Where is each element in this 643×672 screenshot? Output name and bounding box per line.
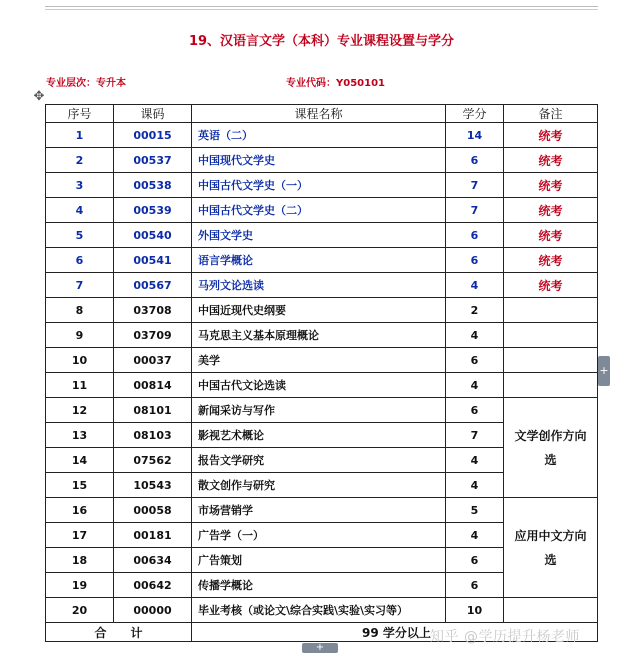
row-note xyxy=(504,373,598,398)
row-credit: 4 xyxy=(446,373,504,398)
table-row xyxy=(46,273,598,298)
table-row xyxy=(46,198,598,223)
row-no: 17 xyxy=(46,523,114,548)
row-code: 10543 xyxy=(114,473,192,498)
row-name: 语言学概论 xyxy=(192,248,446,273)
row-name: 美学 xyxy=(192,348,446,373)
row-code: 00541 xyxy=(114,248,192,273)
row-no: 20 xyxy=(46,598,114,623)
row-code: 00814 xyxy=(114,373,192,398)
row-note: 统考 xyxy=(504,248,598,273)
row-no: 15 xyxy=(46,473,114,498)
table-row xyxy=(46,223,598,248)
row-name: 中国近现代史纲要 xyxy=(192,298,446,323)
row-code: 00567 xyxy=(114,273,192,298)
row-credit: 10 xyxy=(446,598,504,623)
table-header-row xyxy=(46,105,598,123)
plus-icon[interactable]: + xyxy=(302,643,338,653)
row-no: 18 xyxy=(46,548,114,573)
top-rule xyxy=(45,6,598,7)
row-no: 1 xyxy=(46,123,114,148)
row-credit: 4 xyxy=(446,448,504,473)
row-credit: 4 xyxy=(446,473,504,498)
row-credit: 7 xyxy=(446,198,504,223)
row-code: 00000 xyxy=(114,598,192,623)
row-code: 00015 xyxy=(114,123,192,148)
table-row xyxy=(46,148,598,173)
row-code: 08101 xyxy=(114,398,192,423)
row-code: 00642 xyxy=(114,573,192,598)
table-row xyxy=(46,248,598,273)
row-note xyxy=(504,598,598,623)
row-name: 马克思主义基本原理概论 xyxy=(192,323,446,348)
top-rule-secondary xyxy=(45,9,598,10)
row-no: 7 xyxy=(46,273,114,298)
row-credit: 4 xyxy=(446,323,504,348)
total-label: 合 计 xyxy=(46,623,192,642)
row-no: 19 xyxy=(46,573,114,598)
row-name: 英语（二） xyxy=(192,123,446,148)
row-note xyxy=(504,323,598,348)
row-code: 00058 xyxy=(114,498,192,523)
row-credit: 6 xyxy=(446,348,504,373)
header-name: 课程名称 xyxy=(192,105,446,123)
plus-icon[interactable]: + xyxy=(598,356,610,386)
row-credit: 2 xyxy=(446,298,504,323)
row-code: 00540 xyxy=(114,223,192,248)
row-name: 广告学（一） xyxy=(192,523,446,548)
row-code: 03708 xyxy=(114,298,192,323)
row-note: 统考 xyxy=(504,148,598,173)
total-value: 99 学分以上 xyxy=(192,623,598,642)
row-note: 统考 xyxy=(504,223,598,248)
row-no: 11 xyxy=(46,373,114,398)
row-note: 统考 xyxy=(504,273,598,298)
row-name: 市场营销学 xyxy=(192,498,446,523)
row-credit: 14 xyxy=(446,123,504,148)
row-no: 12 xyxy=(46,398,114,423)
row-no: 6 xyxy=(46,248,114,273)
row-no: 4 xyxy=(46,198,114,223)
row-name: 中国古代文论选读 xyxy=(192,373,446,398)
header-code: 课码 xyxy=(114,105,192,123)
table-row xyxy=(46,323,598,348)
table-row xyxy=(46,298,598,323)
major-code: 专业代码：Y050101 xyxy=(286,78,385,89)
row-name: 影视艺术概论 xyxy=(192,423,446,448)
row-note: 统考 xyxy=(504,198,598,223)
row-code: 00537 xyxy=(114,148,192,173)
row-note: 统考 xyxy=(504,123,598,148)
header-no: 序号 xyxy=(46,105,114,123)
row-code: 00634 xyxy=(114,548,192,573)
row-no: 16 xyxy=(46,498,114,523)
row-credit: 5 xyxy=(446,498,504,523)
row-credit: 6 xyxy=(446,148,504,173)
row-no: 2 xyxy=(46,148,114,173)
move-handle-icon[interactable]: ✥ xyxy=(33,89,45,104)
row-credit: 6 xyxy=(446,548,504,573)
row-credit: 6 xyxy=(446,248,504,273)
row-credit: 6 xyxy=(446,223,504,248)
course-table xyxy=(45,104,598,642)
row-name: 中国现代文学史 xyxy=(192,148,446,173)
row-name: 新闻采访与写作 xyxy=(192,398,446,423)
major-level: 专业层次：专升本 xyxy=(46,78,126,89)
row-credit: 7 xyxy=(446,423,504,448)
row-note xyxy=(504,348,598,373)
row-code: 07562 xyxy=(114,448,192,473)
row-code: 08103 xyxy=(114,423,192,448)
table-row xyxy=(46,373,598,398)
row-no: 8 xyxy=(46,298,114,323)
row-credit: 7 xyxy=(446,173,504,198)
row-code: 00037 xyxy=(114,348,192,373)
row-no: 10 xyxy=(46,348,114,373)
row-code: 00538 xyxy=(114,173,192,198)
row-credit: 4 xyxy=(446,523,504,548)
table-row xyxy=(46,598,598,623)
row-no: 5 xyxy=(46,223,114,248)
row-name: 马列文论选读 xyxy=(192,273,446,298)
row-no: 13 xyxy=(46,423,114,448)
row-name: 传播学概论 xyxy=(192,573,446,598)
table-row xyxy=(46,173,598,198)
watermark: 知乎 @学历提升杨老师 xyxy=(430,629,580,645)
row-no: 3 xyxy=(46,173,114,198)
row-name: 报告文学研究 xyxy=(192,448,446,473)
row-code: 00181 xyxy=(114,523,192,548)
table-row xyxy=(46,348,598,373)
track-applied-note: 应用中文方向选 xyxy=(504,498,598,598)
row-note xyxy=(504,298,598,323)
row-no: 9 xyxy=(46,323,114,348)
page-title: 19、汉语言文学（本科）专业课程设置与学分 xyxy=(188,34,455,49)
row-credit: 6 xyxy=(446,398,504,423)
header-credit: 学分 xyxy=(446,105,504,123)
row-name: 中国古代文学史（二） xyxy=(192,198,446,223)
track-writing-note: 文学创作方向选 xyxy=(504,398,598,498)
table-row xyxy=(46,398,598,423)
header-note: 备注 xyxy=(504,105,598,123)
row-name: 毕业考核（或论文\综合实践\实验\实习等） xyxy=(192,598,446,623)
row-name: 外国文学史 xyxy=(192,223,446,248)
row-note: 统考 xyxy=(504,173,598,198)
table-row xyxy=(46,123,598,148)
row-name: 散文创作与研究 xyxy=(192,473,446,498)
table-row xyxy=(46,498,598,523)
row-name: 中国古代文学史（一） xyxy=(192,173,446,198)
row-code: 03709 xyxy=(114,323,192,348)
row-credit: 6 xyxy=(446,573,504,598)
row-no: 14 xyxy=(46,448,114,473)
row-name: 广告策划 xyxy=(192,548,446,573)
row-code: 00539 xyxy=(114,198,192,223)
row-credit: 4 xyxy=(446,273,504,298)
